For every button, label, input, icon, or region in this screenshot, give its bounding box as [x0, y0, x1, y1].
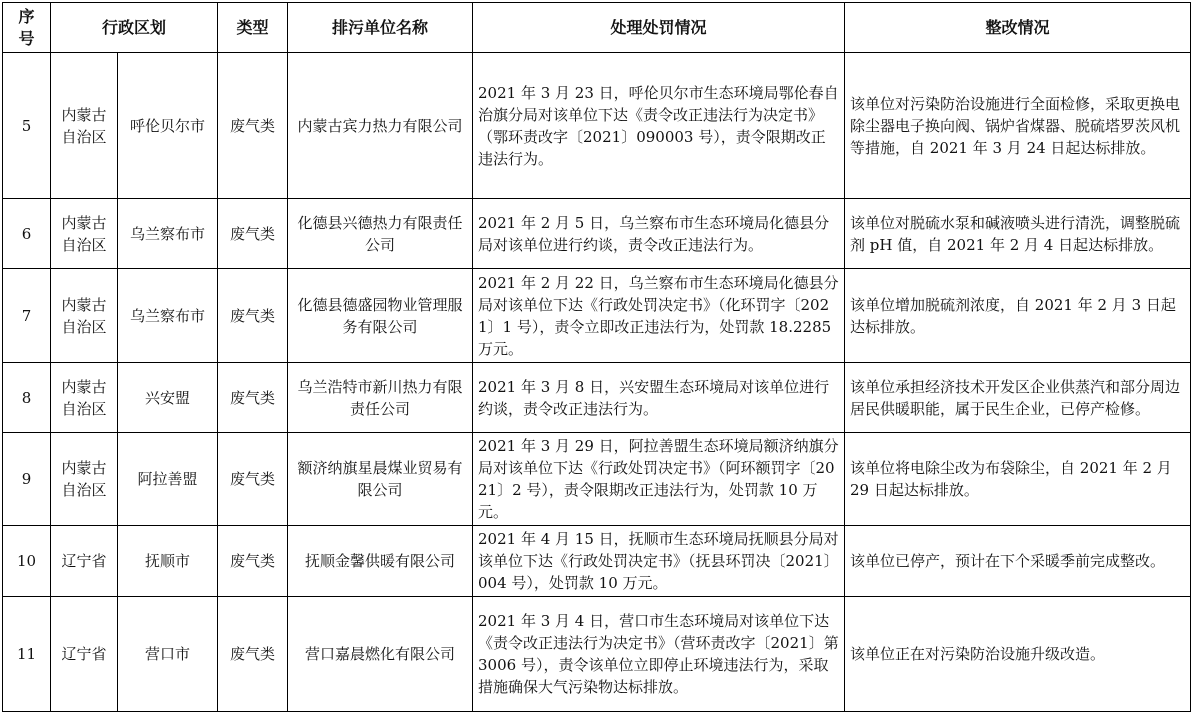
row-type: 废气类 [218, 53, 288, 199]
row-unit: 抚顺金馨供暖有限公司 [288, 526, 473, 597]
row-unit: 化德县德盛园物业管理服务有限公司 [288, 269, 473, 363]
row-penalty: 2021 年 3 月 4 日，营口市生态环境局对该单位下达《责令改正违法行为决定书》（营环责改字〔2021〕第 3006 号），责令该单位立即停止环境违法行为，采取措施确保大气污染物达标排放。 [473, 597, 845, 712]
header-type: 类型 [218, 3, 288, 53]
row-city: 抚顺市 [118, 526, 218, 597]
row-rectify: 该单位增加脱硫剂浓度，自 2021 年 2 月 3 日起达标排放。 [845, 269, 1191, 363]
rectification-table [2, 2, 1191, 712]
row-province: 辽宁省 [51, 526, 118, 597]
row-type: 废气类 [218, 433, 288, 526]
row-seq: 7 [3, 269, 51, 363]
table-row [3, 526, 1191, 597]
row-province: 内蒙古自治区 [51, 433, 118, 526]
row-rectify: 该单位正在对污染防治设施升级改造。 [845, 597, 1191, 712]
header-unit: 排污单位名称 [288, 3, 473, 53]
table-row [3, 433, 1191, 526]
row-penalty: 2021 年 3 月 29 日，阿拉善盟生态环境局额济纳旗分局对该单位下达《行政处罚决定书》（阿环额罚字〔2021〕2 号），责令限期改正违法行为，处罚款 10 万元。 [473, 433, 845, 526]
row-seq: 9 [3, 433, 51, 526]
row-penalty: 2021 年 2 月 5 日，乌兰察布市生态环境局化德县分局对该单位进行约谈，责令改正违法行为。 [473, 199, 845, 269]
row-seq: 6 [3, 199, 51, 269]
row-type: 废气类 [218, 363, 288, 433]
row-type: 废气类 [218, 199, 288, 269]
row-rectify: 该单位已停产，预计在下个采暖季前完成整改。 [845, 526, 1191, 597]
row-type: 废气类 [218, 597, 288, 712]
row-city: 阿拉善盟 [118, 433, 218, 526]
header-seq: 序号 [3, 3, 51, 53]
row-unit: 内蒙古宾力热力有限公司 [288, 53, 473, 199]
row-penalty: 2021 年 3 月 23 日，呼伦贝尔市生态环境局鄂伦春自治旗分局对该单位下达《责令改正违法行为决定书》（鄂环责改字〔2021〕090003 号），责令限期改正违法行为。 [473, 53, 845, 199]
row-unit: 乌兰浩特市新川热力有限责任公司 [288, 363, 473, 433]
header-rectify: 整改情况 [845, 3, 1191, 53]
table-row [3, 199, 1191, 269]
row-rectify: 该单位对脱硫水泵和碱液喷头进行清洗，调整脱硫剂 pH 值，自 2021 年 2 月 4 日起达标排放。 [845, 199, 1191, 269]
row-unit: 化德县兴德热力有限责任公司 [288, 199, 473, 269]
row-rectify: 该单位承担经济技术开发区企业供蒸汽和部分周边居民供暖职能，属于民生企业，已停产检修。 [845, 363, 1191, 433]
header-penalty: 处理处罚情况 [473, 3, 845, 53]
table-row [3, 597, 1191, 712]
row-city: 乌兰察布市 [118, 269, 218, 363]
table-row [3, 269, 1191, 363]
row-unit: 营口嘉晨燃化有限公司 [288, 597, 473, 712]
row-province: 内蒙古自治区 [51, 53, 118, 199]
row-seq: 5 [3, 53, 51, 199]
row-penalty: 2021 年 4 月 15 日，抚顺市生态环境局抚顺县分局对该单位下达《行政处罚决定书》（抚县环罚决〔2021〕004 号），处罚款 10 万元。 [473, 526, 845, 597]
row-city: 营口市 [118, 597, 218, 712]
row-penalty: 2021 年 2 月 22 日，乌兰察布市生态环境局化德县分局对该单位下达《行政处罚决定书》（化环罚字〔2021〕1 号），责令立即改正违法行为，处罚款 18.2285 万元。 [473, 269, 845, 363]
row-seq: 11 [3, 597, 51, 712]
row-province: 内蒙古自治区 [51, 199, 118, 269]
row-city: 乌兰察布市 [118, 199, 218, 269]
row-seq: 8 [3, 363, 51, 433]
row-type: 废气类 [218, 269, 288, 363]
row-seq: 10 [3, 526, 51, 597]
header-region: 行政区划 [51, 3, 218, 53]
row-rectify: 该单位对污染防治设施进行全面检修，采取更换电除尘器电子换向阀、锅炉省煤器、脱硫塔罗茨风机等措施，自 2021 年 3 月 24 日起达标排放。 [845, 53, 1191, 199]
row-province: 辽宁省 [51, 597, 118, 712]
table-row [3, 53, 1191, 199]
row-province: 内蒙古自治区 [51, 269, 118, 363]
row-city: 呼伦贝尔市 [118, 53, 218, 199]
table-row [3, 363, 1191, 433]
row-rectify: 该单位将电除尘改为布袋除尘，自 2021 年 2 月 29 日起达标排放。 [845, 433, 1191, 526]
row-type: 废气类 [218, 526, 288, 597]
header-row [3, 3, 1191, 53]
row-city: 兴安盟 [118, 363, 218, 433]
row-province: 内蒙古自治区 [51, 363, 118, 433]
row-penalty: 2021 年 3 月 8 日，兴安盟生态环境局对该单位进行约谈，责令改正违法行为。 [473, 363, 845, 433]
row-unit: 额济纳旗星晨煤业贸易有限公司 [288, 433, 473, 526]
